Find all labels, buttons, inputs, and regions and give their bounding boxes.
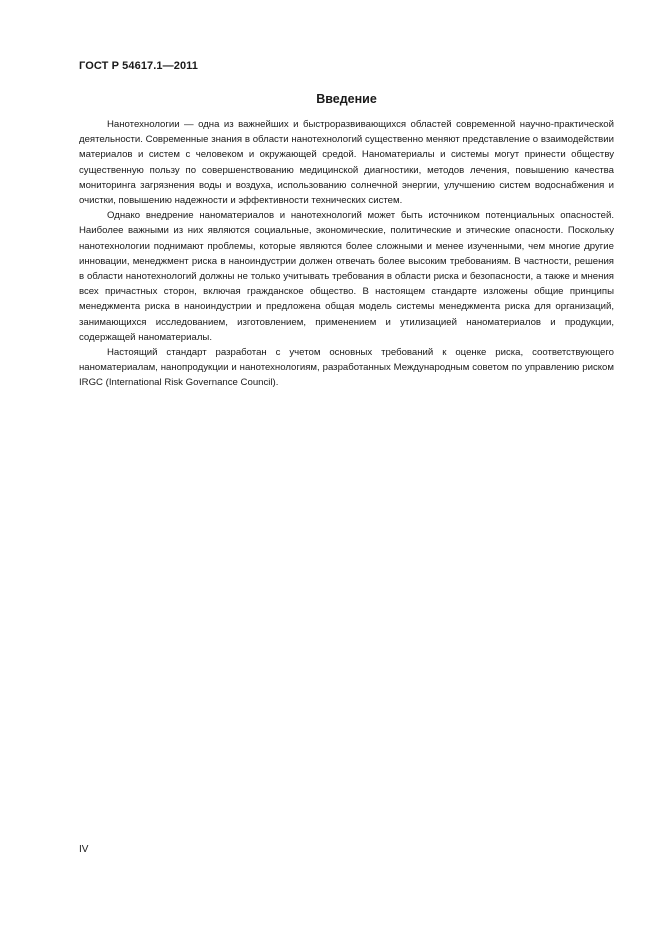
document-code: ГОСТ Р 54617.1—2011 <box>79 60 199 72</box>
paragraph: Настоящий стандарт разработан с учетом основных требований к оценке риска, соответствующего наноматериалам, нанопродукции и нанотехнологиям, разработанных Международным советом по управлению риском IRGC (International Risk Governance Council). <box>79 347 614 389</box>
body-text <box>79 117 614 391</box>
section-title: Введение <box>316 92 377 106</box>
page-number: IV <box>79 844 89 855</box>
paragraph: Однако внедрение наноматериалов и нанотехнологий может быть источником потенциальных опасностей. Наиболее важными из них являются социальные, экономические, политические и этические опасности. Поскольку нанотехнологии поднимают проблемы, которые являются более сложными и менее изученными, чем многие другие инновации, менеджмент риска в наноиндустрии должен отвечать более высоким требованиям. В частности, решения в области нанотехнологий должны не только учитывать требования в области риска и безопасности, а также и мнения всех причастных сторон, включая гражданское общество. В настоящем стандарте изложены общие принципы менеджмента риска в наноиндустрии и предложена общая модель системы менеджмента риска для организаций, занимающихся исследованием, изготовлением, применением и утилизацией наноматериалов и продукции, содержащей наноматериалы. <box>79 210 614 343</box>
paragraph: Нанотехнологии — одна из важнейших и быстроразвивающихся областей современной научно-практической деятельности. Современные знания в области нанотехнологий существенно меняют представление о взаимодействии материалов и систем с человеком и окружающей средой. Наноматериалы и системы могут принести обществу существенную пользу по совершенствованию медицинской диагностики, методов лечения, повышению качества мониторинга загрязнения воды и воздуха, использованию солнечной энергии, улучшению систем водоснабжения и очистки, повышению надежности и эффективности технических систем. <box>79 119 614 207</box>
